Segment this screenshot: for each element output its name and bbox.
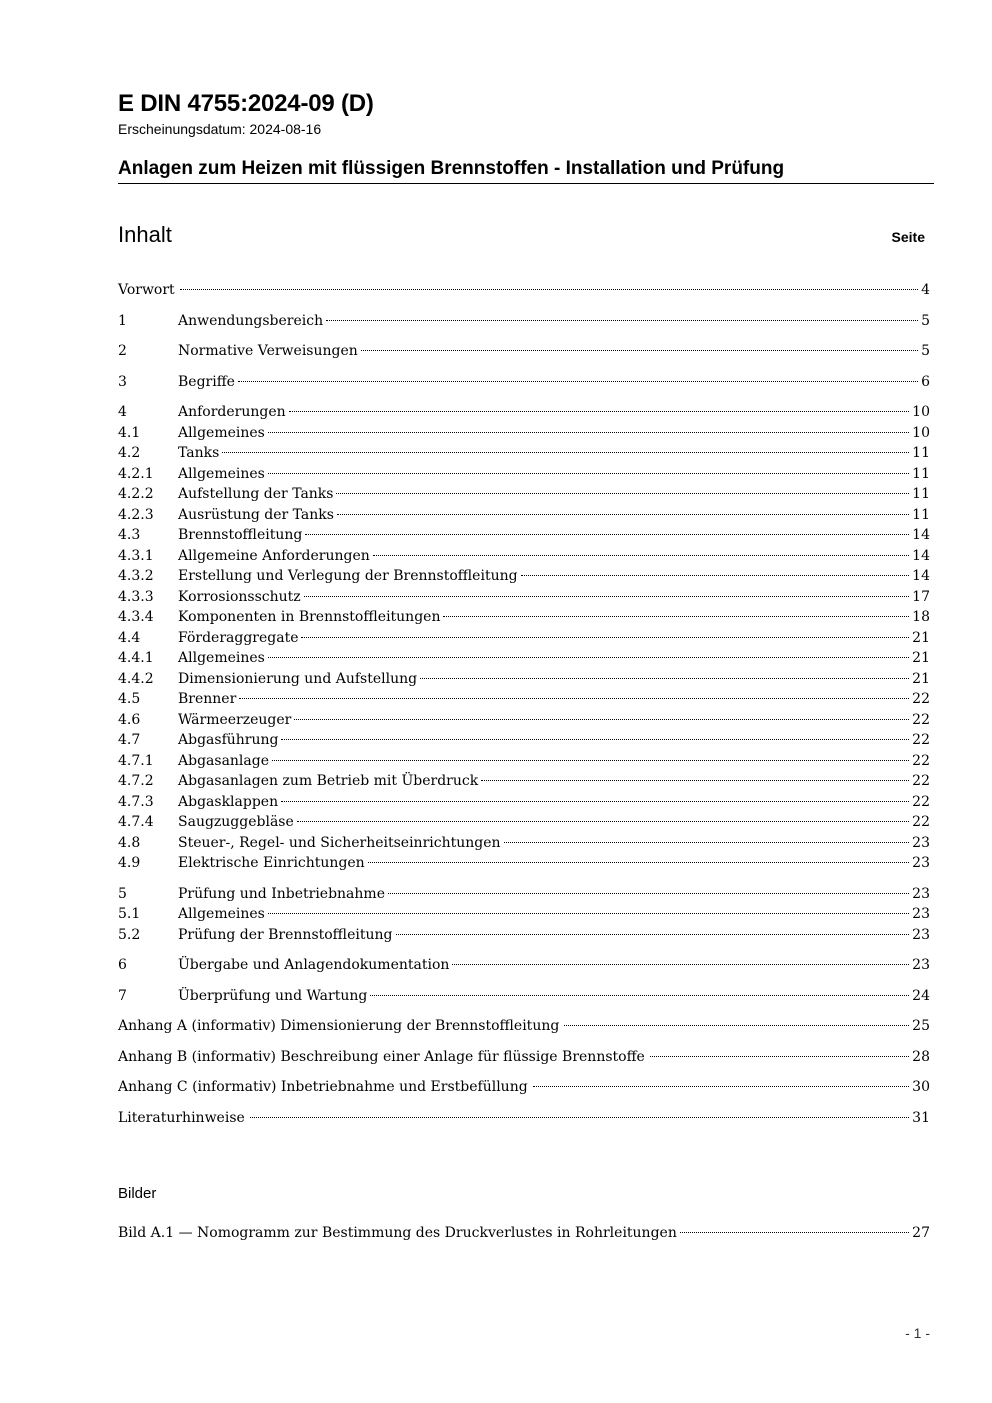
toc-entry-page: 23 xyxy=(912,855,930,871)
toc-entry-number: 4.1 xyxy=(118,424,141,441)
toc-entry[interactable] xyxy=(118,341,930,362)
toc-entry-page: 24 xyxy=(912,987,930,1004)
document-title: Anlagen zum Heizen mit flüssigen Brennstoffen - Installation und Prüfung xyxy=(118,158,934,184)
toc-entry-label: Komponenten in Brennstoffleitungen xyxy=(178,609,441,625)
toc-entry[interactable] xyxy=(118,1047,930,1068)
toc-entry-label: Abgasanlagen zum Betrieb mit Überdruck xyxy=(178,773,479,789)
toc-entry-page: 5 xyxy=(921,343,930,359)
toc-dot-leader xyxy=(268,657,909,658)
toc-entry-label: Aufstellung der Tanks xyxy=(178,486,334,502)
toc-entry[interactable] xyxy=(118,402,930,423)
toc-dot-leader xyxy=(481,780,909,781)
toc-dot-leader xyxy=(289,411,910,412)
toc-entry-label: Wärmeerzeuger xyxy=(178,711,292,728)
toc-dot-leader xyxy=(336,493,909,494)
toc-dot-leader xyxy=(304,596,909,597)
toc-entry-label: Anhang A (informativ) Dimensionierung der Brennstoffleitung xyxy=(118,1018,560,1034)
toc-dot-leader xyxy=(504,842,910,843)
toc-entry[interactable] xyxy=(118,1077,930,1098)
toc-entry-label: Brenner xyxy=(178,691,237,707)
figure-dot-leader xyxy=(680,1232,909,1233)
toc-entry-label: Begriffe xyxy=(178,373,235,390)
toc-entry-label: Prüfung und Inbetriebnahme xyxy=(178,885,385,902)
toc-entry-number: 4.2.2 xyxy=(118,486,154,502)
toc-dot-leader xyxy=(281,739,909,740)
toc-dot-leader xyxy=(388,893,909,894)
figures-list xyxy=(118,1223,930,1244)
toc-entry-label: Allgemeines xyxy=(178,424,265,441)
toc-entry-page: 22 xyxy=(912,691,930,707)
toc-entry-number: 4.6 xyxy=(118,711,141,728)
toc-entry-number: 4 xyxy=(118,404,127,420)
toc-entry-number: 4.7.1 xyxy=(118,752,154,769)
toc-entry[interactable] xyxy=(118,904,930,925)
toc-entry[interactable] xyxy=(118,1108,930,1129)
toc-entry[interactable] xyxy=(118,730,930,751)
toc-entry-label: Allgemeines xyxy=(178,650,265,666)
toc-entry-number: 2 xyxy=(118,343,127,359)
toc-entry-number: 4.2 xyxy=(118,445,141,461)
figure-entry-page: 27 xyxy=(912,1225,930,1241)
toc-entry[interactable] xyxy=(118,792,930,813)
toc-entry-page: 21 xyxy=(912,629,930,646)
toc-entry-number: 4.5 xyxy=(118,691,141,707)
toc-entry[interactable] xyxy=(118,372,930,393)
toc-entry-page: 23 xyxy=(912,926,930,943)
toc-dot-leader xyxy=(368,862,909,863)
toc-entry[interactable] xyxy=(118,853,930,874)
toc-entry-label: Erstellung und Verlegung der Brennstoffleitung xyxy=(178,568,518,584)
toc-entry-page: 11 xyxy=(912,506,930,523)
toc-entry-number: 5.1 xyxy=(118,906,141,922)
toc-entry[interactable] xyxy=(118,925,930,946)
toc-entry[interactable] xyxy=(118,812,930,833)
toc-entry-number: 4.4.2 xyxy=(118,670,154,687)
toc-dot-leader xyxy=(396,934,910,935)
toc-entry[interactable] xyxy=(118,751,930,772)
toc-entry-page: 18 xyxy=(912,609,930,625)
toc-dot-leader xyxy=(443,616,909,617)
toc-dot-leader xyxy=(297,821,909,822)
toc-dot-leader xyxy=(337,514,909,515)
toc-entry[interactable] xyxy=(118,280,930,301)
toc-dot-leader xyxy=(238,381,918,382)
toc-entry[interactable] xyxy=(118,689,930,710)
toc-entry[interactable] xyxy=(118,484,930,505)
toc-entry-page: 6 xyxy=(921,373,930,390)
figures-heading: Bilder xyxy=(118,1185,157,1202)
toc-entry-number: 3 xyxy=(118,373,127,390)
toc-entry-label: Abgasanlage xyxy=(178,752,269,769)
toc-entry[interactable] xyxy=(118,833,930,854)
toc-entry-page: 14 xyxy=(912,527,930,543)
toc-dot-leader xyxy=(272,760,909,761)
toc-entry-label: Elektrische Einrichtungen xyxy=(178,855,365,871)
toc-dot-leader xyxy=(521,575,910,576)
toc-entry-number: 4.3.1 xyxy=(118,547,154,564)
toc-entry-number: 4.3.3 xyxy=(118,588,154,605)
toc-entry-label: Dimensionierung und Aufstellung xyxy=(178,670,418,687)
toc-entry-number: 6 xyxy=(118,957,127,973)
toc-entry-page: 17 xyxy=(912,588,930,605)
toc-heading: Inhalt xyxy=(118,222,172,247)
toc-dot-leader xyxy=(281,801,909,802)
toc-entry-label: Ausrüstung der Tanks xyxy=(178,506,334,523)
toc-entry[interactable] xyxy=(118,566,930,587)
toc-entry-page: 10 xyxy=(912,424,930,441)
toc-dot-leader xyxy=(294,719,909,720)
toc-entry-page: 23 xyxy=(912,957,930,973)
toc-entry[interactable] xyxy=(118,648,930,669)
page-column-label: Seite xyxy=(891,229,925,245)
toc-entry-number: 4.8 xyxy=(118,834,141,851)
toc-entry-number: 4.7.2 xyxy=(118,773,154,789)
toc-entry-page: 31 xyxy=(912,1109,930,1126)
toc-entry-page: 23 xyxy=(912,834,930,851)
toc-entry[interactable] xyxy=(118,423,930,444)
toc-entry-label: Literaturhinweise xyxy=(118,1109,245,1126)
toc-entry-label: Steuer-, Regel- und Sicherheitseinrichtungen xyxy=(178,834,501,851)
toc-entry-page: 22 xyxy=(912,793,930,810)
toc-dot-leader xyxy=(239,698,909,699)
toc-entry-label: Allgemeines xyxy=(178,465,265,482)
toc-entry-number: 4.2.1 xyxy=(118,465,154,482)
toc-dot-leader xyxy=(305,534,909,535)
toc-entry-number: 5.2 xyxy=(118,926,141,943)
toc-entry[interactable] xyxy=(118,525,930,546)
toc-entry-page: 22 xyxy=(912,773,930,789)
toc-entry-label: Abgasklappen xyxy=(178,793,279,810)
toc-dot-leader xyxy=(268,473,909,474)
toc-entry-label: Normative Verweisungen xyxy=(178,343,358,359)
toc-entry-page: 14 xyxy=(912,547,930,564)
toc-entry-label: Vorwort xyxy=(118,282,175,298)
toc-entry[interactable] xyxy=(118,546,930,567)
toc-dot-leader xyxy=(268,432,909,433)
toc-entry[interactable] xyxy=(118,587,930,608)
toc-entry[interactable] xyxy=(118,669,930,690)
toc-entry-label: Allgemeines xyxy=(178,906,265,922)
toc-entry-label: Saugzuggebläse xyxy=(178,814,294,830)
toc-entry-number: 5 xyxy=(118,885,127,902)
toc-entry-label: Abgasführung xyxy=(178,732,279,748)
toc-entry-page: 14 xyxy=(912,568,930,584)
toc-entry-page: 21 xyxy=(912,650,930,666)
toc-entry-page: 22 xyxy=(912,711,930,728)
toc-entry-page: 11 xyxy=(912,445,930,461)
document-id: E DIN 4755:2024-09 (D) xyxy=(118,90,374,117)
toc-dot-leader xyxy=(326,320,918,321)
toc-dot-leader xyxy=(370,995,909,996)
toc-entry-number: 4.9 xyxy=(118,855,141,871)
toc-dot-leader xyxy=(268,913,909,914)
figure-entry[interactable] xyxy=(118,1223,930,1244)
toc-entry-label: Korrosionsschutz xyxy=(178,588,301,605)
toc-entry-page: 22 xyxy=(912,752,930,769)
toc-entry-number: 4.7.4 xyxy=(118,814,154,830)
toc-dot-leader xyxy=(250,1117,909,1118)
toc-entry-number: 4.3.2 xyxy=(118,568,154,584)
toc-entry-number: 4.7 xyxy=(118,732,141,748)
toc-entry-page: 22 xyxy=(912,732,930,748)
toc-entry-number: 7 xyxy=(118,987,127,1004)
toc-entry-label: Überprüfung und Wartung xyxy=(178,987,368,1004)
toc-dot-leader xyxy=(564,1025,909,1026)
table-of-contents xyxy=(118,280,930,1128)
toc-dot-leader xyxy=(533,1086,909,1087)
toc-entry-number: 4.4 xyxy=(118,629,141,646)
toc-dot-leader xyxy=(420,678,909,679)
toc-entry-label: Anforderungen xyxy=(178,404,286,420)
toc-dot-leader xyxy=(452,964,909,965)
toc-entry-page: 30 xyxy=(912,1079,930,1095)
toc-entry-page: 4 xyxy=(921,282,930,298)
toc-entry-label: Förderaggregate xyxy=(178,629,299,646)
toc-entry[interactable] xyxy=(118,1016,930,1037)
toc-entry-page: 11 xyxy=(912,465,930,482)
toc-entry-label: Allgemeine Anforderungen xyxy=(178,547,370,564)
toc-entry[interactable] xyxy=(118,771,930,792)
toc-entry-number: 4.4.1 xyxy=(118,650,154,666)
publication-date: Erscheinungsdatum: 2024-08-16 xyxy=(118,121,322,137)
toc-entry-label: Prüfung der Brennstoffleitung xyxy=(178,926,393,943)
toc-entry[interactable] xyxy=(118,986,930,1007)
toc-entry-label: Anhang B (informativ) Beschreibung einer Anlage für flüssige Brennstoffe xyxy=(118,1048,645,1065)
page-number: - 1 - xyxy=(905,1325,930,1341)
toc-dot-leader xyxy=(650,1056,909,1057)
toc-entry-page: 28 xyxy=(912,1048,930,1065)
toc-entry-label: Tanks xyxy=(178,445,220,461)
toc-entry-label: Anwendungsbereich xyxy=(178,312,324,329)
toc-entry[interactable] xyxy=(118,628,930,649)
toc-entry-number: 4.3 xyxy=(118,527,141,543)
toc-entry-number: 1 xyxy=(118,312,127,329)
toc-entry-page: 22 xyxy=(912,814,930,830)
toc-entry-label: Übergabe und Anlagendokumentation xyxy=(178,957,450,973)
toc-dot-leader xyxy=(222,452,909,453)
toc-entry-page: 21 xyxy=(912,670,930,687)
toc-entry[interactable] xyxy=(118,505,930,526)
toc-entry-page: 5 xyxy=(921,312,930,329)
toc-entry[interactable] xyxy=(118,710,930,731)
toc-entry[interactable] xyxy=(118,884,930,905)
toc-entry-label: Anhang C (informativ) Inbetriebnahme und Erstbefüllung xyxy=(118,1079,528,1095)
toc-entry[interactable] xyxy=(118,607,930,628)
toc-entry-page: 23 xyxy=(912,885,930,902)
toc-entry-page: 10 xyxy=(912,404,930,420)
toc-entry-number: 4.2.3 xyxy=(118,506,154,523)
toc-entry[interactable] xyxy=(118,464,930,485)
toc-entry-page: 11 xyxy=(912,486,930,502)
toc-dot-leader xyxy=(301,637,909,638)
toc-dot-leader xyxy=(373,555,909,556)
toc-dot-leader xyxy=(361,350,918,351)
toc-entry[interactable] xyxy=(118,955,930,976)
figure-entry-label: Bild A.1 — Nomogramm zur Bestimmung des Druckverlustes in Rohrleitungen xyxy=(118,1225,677,1241)
toc-entry-page: 23 xyxy=(912,906,930,922)
toc-entry-number: 4.3.4 xyxy=(118,609,154,625)
toc-dot-leader xyxy=(180,289,918,290)
toc-entry-label: Brennstoffleitung xyxy=(178,527,303,543)
toc-entry[interactable] xyxy=(118,311,930,332)
toc-entry[interactable] xyxy=(118,443,930,464)
toc-entry-number: 4.7.3 xyxy=(118,793,154,810)
toc-entry-page: 25 xyxy=(912,1018,930,1034)
